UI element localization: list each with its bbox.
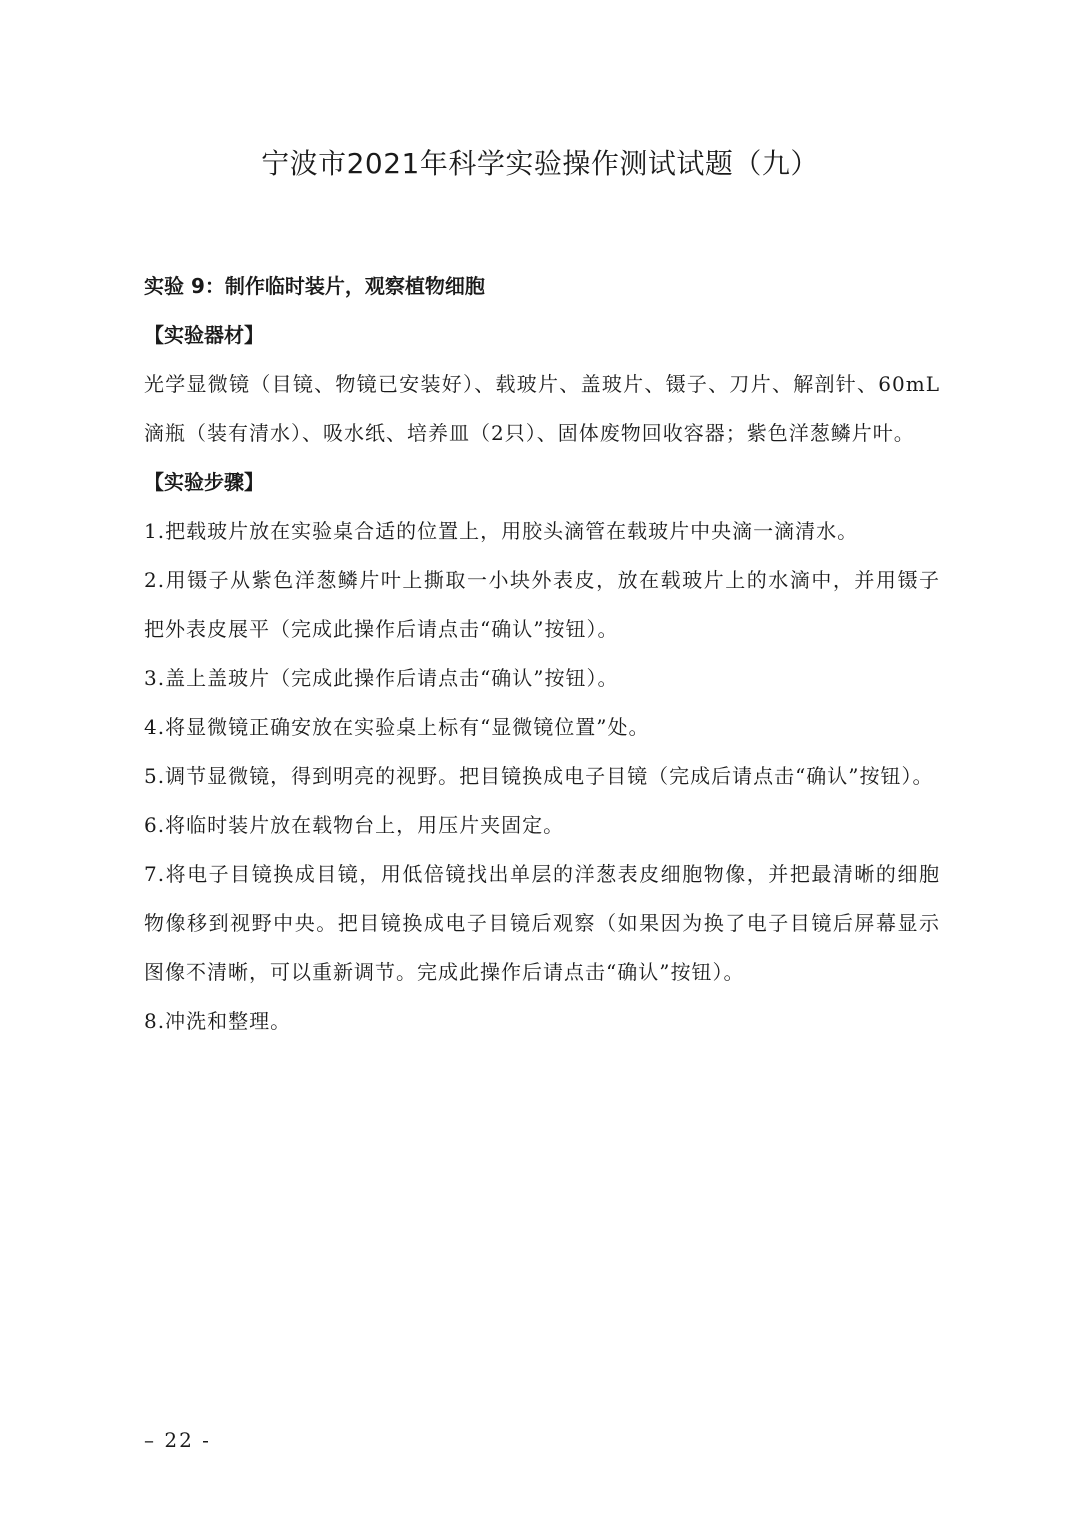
document-title: 宁波市2021年科学实验操作测试试题（九） xyxy=(261,147,819,180)
steps-heading: 【实验步骤】 xyxy=(144,470,264,494)
step-1: 1.把载玻片放在实验桌合适的位置上，用胶头滴管在载玻片中央滴一滴清水。 xyxy=(144,519,859,543)
document-body xyxy=(144,262,940,1046)
step-6: 6.将临时装片放在载物台上，用压片夹固定。 xyxy=(144,813,565,837)
materials-text: 光学显微镜（目镜、物镜已安装好）、载玻片、盖玻片、镊子、刀片、解剖针、60mL滴瓶（装有清水）、吸水纸、培养皿（2只）、固体废物回收容器；紫色洋葱鳞片叶。 xyxy=(144,372,940,445)
page-number: – 22 - xyxy=(144,1428,211,1452)
materials-heading: 【实验器材】 xyxy=(144,323,264,347)
step-3: 3.盖上盖玻片（完成此操作后请点击“确认”按钮）。 xyxy=(144,666,619,690)
step-7: 7.将电子目镜换成目镜，用低倍镜找出单层的洋葱表皮细胞物像，并把最清晰的细胞物像移到视野中央。把目镜换成电子目镜后观察（如果因为换了电子目镜后屏幕显示图像不清晰，可以重新调节。完成此操作后请点击“确认”按钮）。 xyxy=(144,862,940,984)
step-5: 5.调节显微镜，得到明亮的视野。把目镜换成电子目镜（完成后请点击“确认”按钮）。 xyxy=(144,764,934,788)
step-2: 2.用镊子从紫色洋葱鳞片叶上撕取一小块外表皮，放在载玻片上的水滴中，并用镊子把外表皮展平（完成此操作后请点击“确认”按钮）。 xyxy=(144,568,940,641)
step-8: 8.冲洗和整理。 xyxy=(144,1009,292,1033)
experiment-title: 实验 9：制作临时装片，观察植物细胞 xyxy=(144,274,485,298)
step-4: 4.将显微镜正确安放在实验桌上标有“显微镜位置”处。 xyxy=(144,715,650,739)
